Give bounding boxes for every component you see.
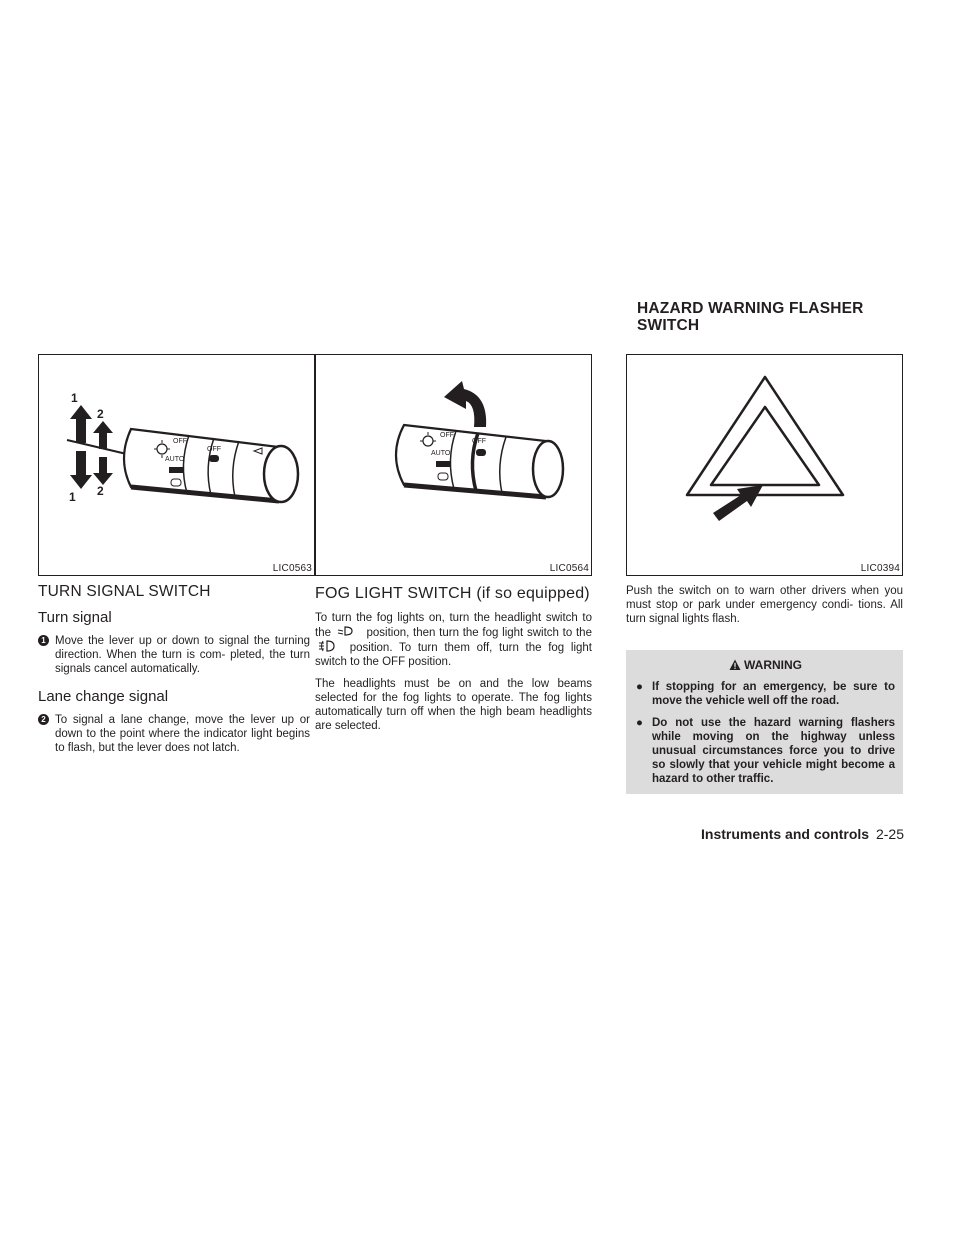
hazard-switch-figure (626, 354, 903, 576)
fog-light-lever-illustration (316, 355, 593, 577)
lever-off-label-2: OFF (207, 446, 221, 453)
callout-2-down: 2 (97, 484, 104, 498)
fog-light-figure (315, 354, 592, 576)
warning-icon (729, 659, 741, 671)
fog-lever-off-label-2: OFF (472, 438, 486, 445)
turn-signal-step (38, 634, 310, 676)
page-number: 2-25 (875, 826, 904, 842)
turn-signal-section (38, 583, 310, 755)
hazard-triangle-illustration (627, 355, 904, 577)
warning-item: ● Do not use the hazard warning flashers while moving on the highway unless unusual circumstances force you to drive so slowly that your vehicle might become a hazard to other traffic. (636, 717, 895, 785)
figure-code: LIC0563 (272, 563, 312, 574)
hazard-section-title: HAZARD WARNING FLASHER SWITCH (637, 300, 864, 334)
lane-change-step (38, 713, 310, 755)
callout-2-up: 2 (97, 407, 104, 421)
fog-light-title: FOG LIGHT SWITCH (if so equipped) (315, 585, 590, 602)
fog-lever-auto-label: AUTO (431, 450, 451, 457)
figure-code: LIC0394 (860, 563, 900, 574)
fog-light-paragraph-2: The headlights must be on and the low beams selected for the fog lights to operate. The fog lights automatically turn off when the high beam headlights are selected. (315, 678, 592, 732)
lane-change-heading: Lane change signal (38, 688, 169, 705)
lever-auto-label: AUTO (165, 456, 185, 463)
figure-code: LIC0564 (549, 563, 589, 574)
step-number-badge: 1 (38, 635, 49, 646)
fog-light-section (315, 585, 592, 733)
page-footer (694, 826, 904, 842)
step-text: To signal a lane change, move the lever up or down to the point where the indicator light begins to flash, but the lever does not latch. (55, 714, 310, 754)
turn-signal-lever-illustration (39, 355, 316, 577)
turn-signal-title: TURN SIGNAL SWITCH (38, 583, 211, 600)
hazard-description: Push the switch on to warn other drivers when you must stop or park under emergency condi- tions. All turn signal lights flash. (626, 585, 903, 625)
fog-light-paragraph-1: To turn the fog lights on, turn the headlight switch to the position, then turn the fog light switch to the position. To turn them off, turn the fog light switch to the OFF position. (315, 612, 592, 668)
callout-1-up: 1 (71, 391, 78, 405)
warning-item: ● If stopping for an emergency, be sure to move the vehicle well off the road. (636, 681, 895, 707)
turn-signal-heading: Turn signal (38, 609, 112, 626)
callout-1-down: 1 (69, 490, 76, 504)
step-number-badge: 2 (38, 714, 49, 725)
warning-title: WARNING (636, 658, 895, 672)
bullet: ● (636, 717, 643, 729)
headlight-low-beam-icon (335, 625, 363, 637)
warning-box (626, 650, 903, 794)
bullet: ● (636, 681, 643, 693)
fog-light-icon (315, 640, 343, 652)
footer-section: Instruments and controls (701, 826, 870, 842)
step-text: Move the lever up or down to signal the turning direction. When the turn is com- pleted, the turn signals cancel automatically. (55, 635, 310, 675)
lever-off-label: OFF (173, 438, 187, 445)
turn-signal-figure (38, 354, 315, 576)
fog-lever-off-label: OFF (440, 432, 454, 439)
